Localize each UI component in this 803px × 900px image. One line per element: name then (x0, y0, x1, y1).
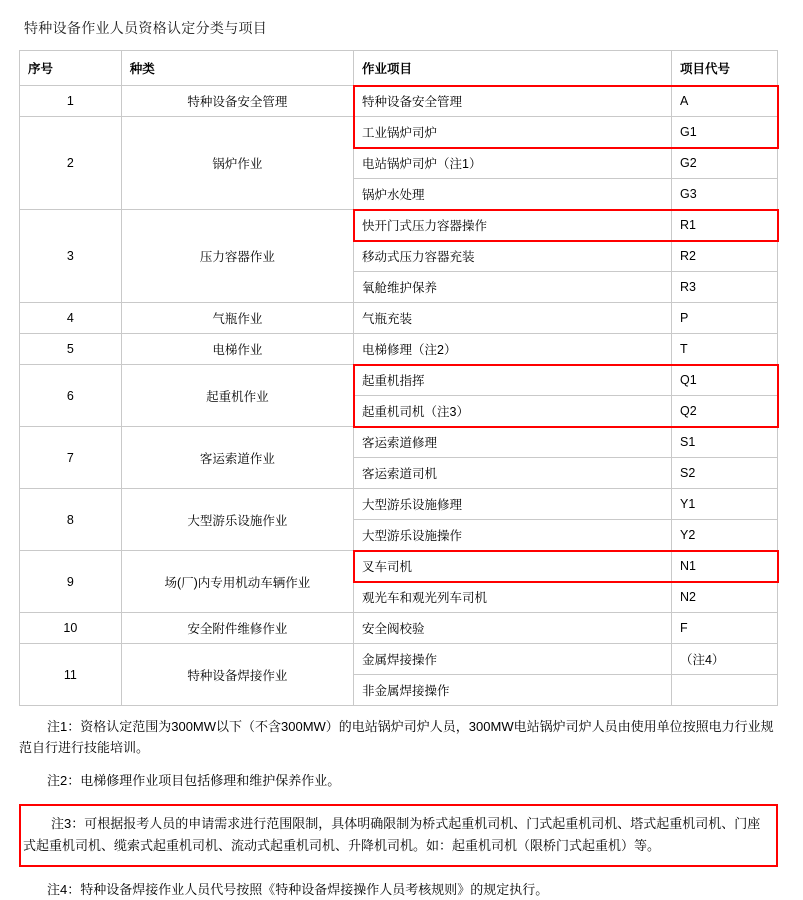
column-header-category: 种类 (121, 51, 353, 86)
cell-item-code: F (671, 613, 777, 644)
cell-category: 气瓶作业 (121, 303, 353, 334)
cell-sequence-number: 6 (20, 365, 122, 427)
cell-work-item: 氧舱维护保养 (354, 272, 672, 303)
column-header-code: 项目代号 (671, 51, 777, 86)
table-row (20, 303, 778, 334)
cell-item-code: N1 (671, 551, 777, 582)
qualification-table (19, 50, 778, 706)
table-row (20, 117, 778, 148)
cell-category: 安全附件维修作业 (121, 613, 353, 644)
cell-category: 特种设备焊接作业 (121, 644, 353, 706)
page-title: 特种设备作业人员资格认定分类与项目 (24, 20, 268, 36)
cell-category: 客运索道作业 (121, 427, 353, 489)
cell-sequence-number: 3 (20, 210, 122, 303)
note-text: 注4：特种设备焊接作业人员代号按照《特种设备焊接操作人员考核规则》的规定执行。 (47, 882, 549, 897)
cell-item-code: R2 (671, 241, 777, 272)
cell-sequence-number: 8 (20, 489, 122, 551)
cell-work-item: 电站锅炉司炉（注1） (354, 148, 672, 179)
cell-item-code (671, 675, 777, 706)
note-text: 注1：资格认定范围为300MW以下（不含300MW）的电站锅炉司炉人员，300MW电站锅炉司炉人员由使用单位按照电力行业规范自行进行技能培训。 (19, 719, 774, 755)
cell-work-item: 起重机司机（注3） (354, 396, 672, 427)
table-row (20, 86, 778, 117)
table-header (20, 51, 778, 86)
cell-item-code: R1 (671, 210, 777, 241)
table-row (20, 210, 778, 241)
cell-work-item: 大型游乐设施修理 (354, 489, 672, 520)
table-row (20, 334, 778, 365)
cell-work-item: 观光车和观光列车司机 (354, 582, 672, 613)
cell-work-item: 工业锅炉司炉 (354, 117, 672, 148)
table-row (20, 644, 778, 675)
cell-work-item: 起重机指挥 (354, 365, 672, 396)
cell-work-item: 安全阀校验 (354, 613, 672, 644)
cell-item-code: T (671, 334, 777, 365)
table-body (20, 86, 778, 706)
cell-work-item: 金属焊接操作 (354, 644, 672, 675)
cell-sequence-number: 1 (20, 86, 122, 117)
cell-work-item: 非金属焊接操作 (354, 675, 672, 706)
cell-sequence-number: 10 (20, 613, 122, 644)
cell-work-item: 客运索道修理 (354, 427, 672, 458)
cell-work-item: 特种设备安全管理 (354, 86, 672, 117)
cell-category: 特种设备安全管理 (121, 86, 353, 117)
cell-item-code: G2 (671, 148, 777, 179)
cell-category: 电梯作业 (121, 334, 353, 365)
cell-item-code: Q1 (671, 365, 777, 396)
note-text: 注3：可根据报考人员的申请需求进行范围限制，具体明确限制为桥式起重机司机、门式起重机司机、塔式起重机司机、门座式起重机司机、缆索式起重机司机、流动式起重机司机、升降机司机。如：起重机司机（限桥门式起重机）等。 (23, 816, 761, 853)
cell-item-code: Q2 (671, 396, 777, 427)
table-row (20, 427, 778, 458)
column-header-item: 作业项目 (354, 51, 672, 86)
cell-sequence-number: 11 (20, 644, 122, 706)
table-row (20, 551, 778, 582)
note-text: 注2：电梯修理作业项目包括修理和维护保养作业。 (47, 773, 341, 788)
cell-work-item: 客运索道司机 (354, 458, 672, 489)
cell-work-item: 大型游乐设施操作 (354, 520, 672, 551)
notes-section (19, 716, 778, 900)
cell-item-code: R3 (671, 272, 777, 303)
cell-item-code: （注4） (671, 644, 777, 675)
table-row (20, 613, 778, 644)
cell-category: 压力容器作业 (121, 210, 353, 303)
cell-sequence-number: 2 (20, 117, 122, 210)
cell-work-item: 快开门式压力容器操作 (354, 210, 672, 241)
cell-item-code: Y2 (671, 520, 777, 551)
table-row (20, 489, 778, 520)
cell-item-code: G3 (671, 179, 777, 210)
cell-work-item: 移动式压力容器充装 (354, 241, 672, 272)
cell-sequence-number: 4 (20, 303, 122, 334)
cell-item-code: P (671, 303, 777, 334)
cell-category: 大型游乐设施作业 (121, 489, 353, 551)
table-row (20, 365, 778, 396)
cell-item-code: A (671, 86, 777, 117)
cell-work-item: 气瓶充装 (354, 303, 672, 334)
table-header-row (20, 51, 778, 86)
cell-item-code: G1 (671, 117, 777, 148)
cell-item-code: S2 (671, 458, 777, 489)
cell-sequence-number: 7 (20, 427, 122, 489)
cell-category: 起重机作业 (121, 365, 353, 427)
cell-item-code: N2 (671, 582, 777, 613)
cell-category: 锅炉作业 (121, 117, 353, 210)
cell-work-item: 叉车司机 (354, 551, 672, 582)
column-header-no: 序号 (20, 51, 122, 86)
note-highlighted (19, 804, 778, 867)
cell-work-item: 锅炉水处理 (354, 179, 672, 210)
cell-item-code: Y1 (671, 489, 777, 520)
cell-sequence-number: 9 (20, 551, 122, 613)
cell-item-code: S1 (671, 427, 777, 458)
cell-category: 场(厂)内专用机动车辆作业 (121, 551, 353, 613)
cell-work-item: 电梯修理（注2） (354, 334, 672, 365)
cell-sequence-number: 5 (20, 334, 122, 365)
